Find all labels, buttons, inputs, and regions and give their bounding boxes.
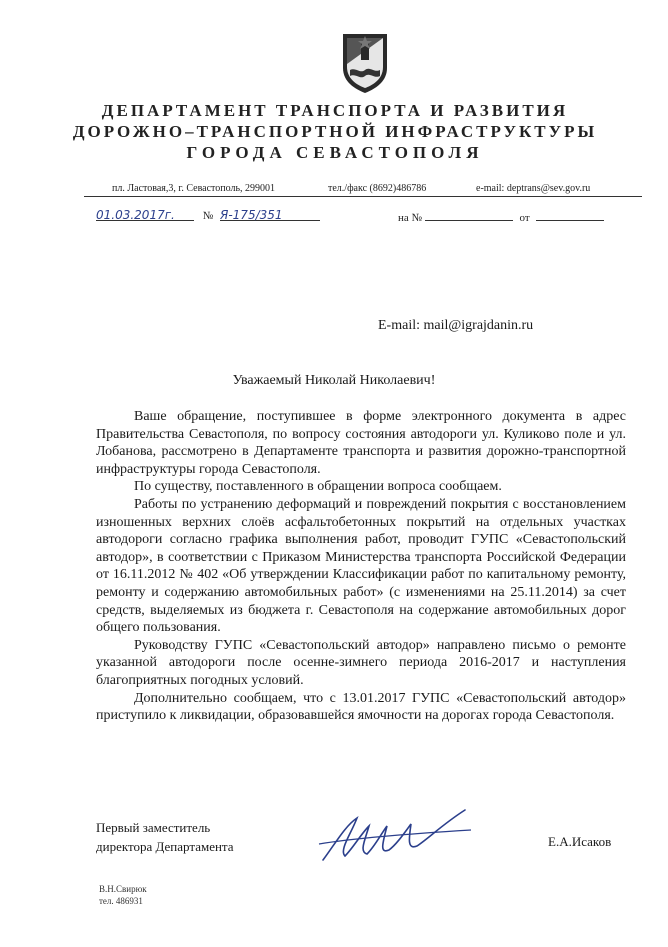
handwritten-signature xyxy=(315,804,475,874)
header-divider xyxy=(84,196,642,197)
sevastopol-coat-of-arms-icon xyxy=(340,32,390,94)
outgoing-date: 01.03.2017г. xyxy=(96,208,194,221)
outgoing-number: Я-175/351 xyxy=(220,208,320,221)
executor-phone: тел. 486931 xyxy=(99,896,143,906)
org-title-line1: ДЕПАРТАМЕНТ ТРАНСПОРТА И РАЗВИТИЯ xyxy=(101,101,569,120)
reply-number-label: на № xyxy=(398,212,423,224)
paragraph: Ваше обращение, поступившее в форме электронного документа в адрес Правительства Севастополя, по вопросу состояния автодороги ул. Куликово поле и ул. Лобанова, рассмотрено в Департаменте транспорта и развития дорожно-транспортной инфраструктуры города Севастополя. xyxy=(96,409,626,477)
reply-number-blank xyxy=(425,208,513,221)
executor-name: В.Н.Свирюк xyxy=(99,884,147,894)
number-label: № xyxy=(202,210,214,222)
position-line2: директора Департамента xyxy=(96,839,234,854)
greeting: Уважаемый Николай Николаевич! xyxy=(232,373,436,388)
signatory-name: Е.А.Исаков xyxy=(548,834,612,849)
position-line1: Первый заместитель xyxy=(96,820,211,835)
paragraph: Руководству ГУПС «Севастопольский автодор» направлено письмо о ремонте указанной автодороги после осенне-зимнего периода 2016-2017 и наступления благоприятных погодных условий. xyxy=(96,637,626,688)
executor-info xyxy=(99,883,147,907)
signatory-position xyxy=(96,818,234,856)
org-address: пл. Ластовая,3, г. Севастополь, 299001 xyxy=(112,183,276,194)
letter-body xyxy=(96,408,626,725)
reply-reference xyxy=(398,208,604,224)
reply-date-blank xyxy=(536,208,604,221)
recipient-email: E-mail: mail@igrajdanin.ru xyxy=(378,318,534,333)
reply-date-label: от xyxy=(519,212,530,224)
org-phone: тел./факс (8692)486786 xyxy=(328,183,427,194)
paragraph: По существу, поставленного в обращении вопроса сообщаем. xyxy=(134,479,502,495)
org-title-line2: ДОРОЖНО–ТРАНСПОРТНОЙ ИНФРАСТРУКТУРЫ xyxy=(72,122,598,141)
paragraph: Дополнительно сообщаем, что с 13.01.2017 ГУПС «Севастопольский автодор» приступило к ликвидации, образовавшейся ямочности на дорогах города Севастополя. xyxy=(96,690,626,724)
org-title-line3: ГОРОДА СЕВАСТОПОЛЯ xyxy=(186,143,484,162)
org-email: e-mail: deptrans@sev.gov.ru xyxy=(476,183,591,194)
outgoing-reference xyxy=(96,208,320,222)
paragraph: Работы по устранению деформаций и повреждений покрытия с восстановлением изношенных верхних слоёв асфальтобетонных покрытий на отдельных участках автодороги согласно графика выполнения работ, проводит ГУПС «Севастопольский автодор», в соответствии с Приказом Министерства транспорта Российской Федерации от 16.11.2012 № 402 «Об утверждении Классификации работ по капитальному ремонту, ремонту и содержанию автомобильных работ» (с изменениями на 25.11.2014) за счет средств, выделяемых из бюджета г. Севастополя на содержание автомобильных дорог общего пользования. xyxy=(96,496,626,636)
